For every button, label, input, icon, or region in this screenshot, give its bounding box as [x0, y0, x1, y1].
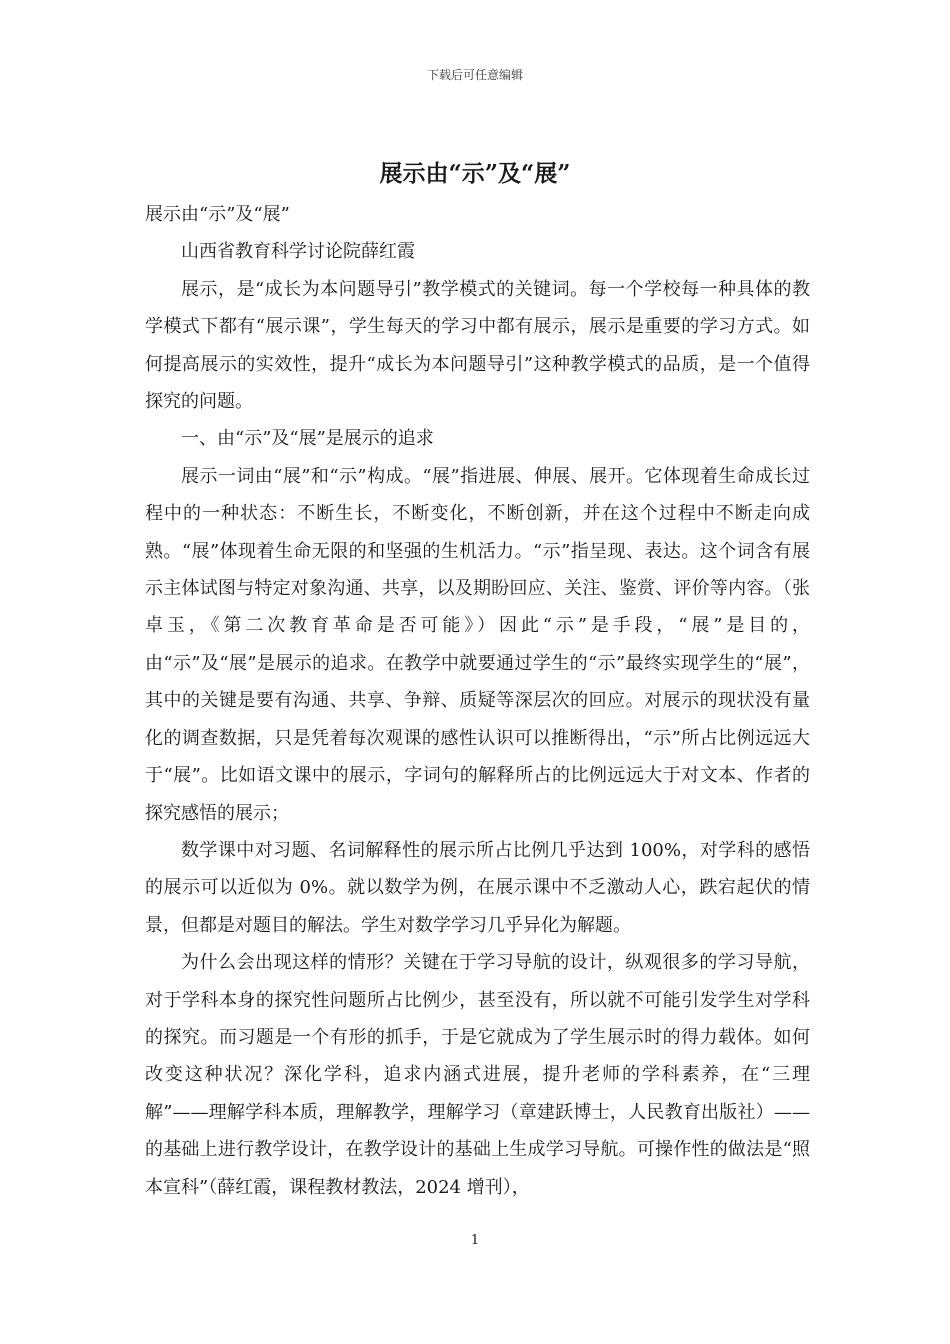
page-header: 下载后可任意编辑 [426, 68, 523, 82]
author-line: 山西省教育科学讨论院薛红霞 [181, 241, 415, 263]
document-body [145, 196, 810, 1206]
section-heading: 一、由“示”及“展”是展示的追求 [181, 428, 434, 450]
paragraph: 数学课中对习题、名词解释性的展示所占比例几乎达到 100%，对学科的感悟的展示可以近似为 0%。就以数学为例，在展示课中不乏激动人心，跌宕起伏的情景，但都是对题目的解法。学生对数学学习几乎异化为解题。 [145, 839, 810, 936]
paragraph: 展示，是“成长为本问题导引”教学模式的关键词。每一个学校每一种具体的教学模式下都有“展示课”，学生每天的学习中都有展示，展示是重要的学习方式。如何提高展示的实效性，提升“成长为本问题导引”这种教学模式的品质，是一个值得探究的问题。 [145, 278, 810, 413]
paragraph: 为什么会出现这样的情形？关键在于学习导航的设计，纵观很多的学习导航，对于学科本身的探究性问题所占比例少，甚至没有，所以就不可能引发学生对学科的探究。而习题是一个有形的抓手，于是它就成为了学生展示时的得力载体。如何改变这种状况？深化学科，追求内涵式进展，提升老师的学科素养，在“三理解”——理解学科本质，理解教学，理解学习（章建跃博士，人民教育出版社）——的基础上进行教学设计，在教学设计的基础上生成学习导航。可操作性的做法是“照本宣科”（薛红霞，课程教材教法，2024 增刊）， [145, 952, 810, 1198]
subtitle-line: 展示由“示”及“展” [145, 204, 290, 225]
page-number: 1 [470, 1233, 480, 1248]
document-title: 展示由“示”及“展” [379, 160, 571, 187]
paragraph: 展示一词由“展”和“示”构成。“展”指进展、伸展、展开。它体现着生命成长过程中的一种状态：不断生长，不断变化，不断创新，并在这个过程中不断走向成熟。“展”体现着生命无限的和坚强的生机活力。“示”指呈现、表达。这个词含有展示主体试图与特定对象沟通、共享，以及期盼回应、关注、鉴赏、评价等内容。（张卓玉，《第二次教育革命是否可能》）因此“示”是手段，“展”是目的，由“示”及“展”是展示的追求。在教学中就要通过学生的“示”最终实现学生的“展”，其中的关键是要有沟通、共享、争辩、质疑等深层次的回应。对展示的现状没有量化的调查数据，只是凭着每次观课的感性认识可以推断得出，“示”所占比例远远大于“展”。比如语文课中的展示，字词句的解释所占的比例远远大于对文本、作者的探究感悟的展示； [145, 465, 810, 824]
